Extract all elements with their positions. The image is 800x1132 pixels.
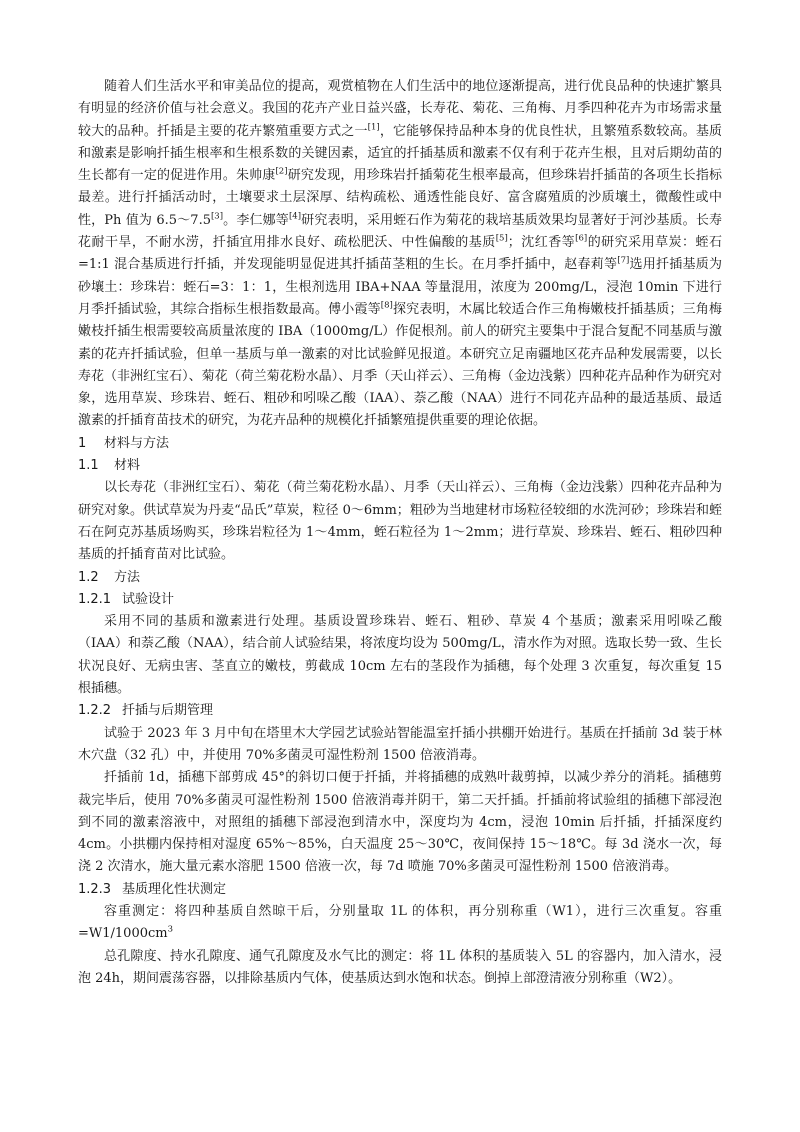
section-heading-1-2-1 [78,589,722,611]
intro-paragraph [78,76,722,433]
design-paragraph: 采用不同的基质和激素进行处理。基质设置珍珠岩、蛭石、粗砂、草炭 4 个基质；激素采用吲哚乙酸（IAA）和萘乙酸（NAA），结合前人试验结果，将浓度均设为 500mg/L，清水作为对照。选取长势一致、生长状况良好、无病虫害、茎直立的嫩枝，剪截成 10cm 左右的茎段作为插穗，每个处理 3 次重复，每次重复 15 根插穗。 [78,614,722,697]
text-span: 研究发现，用珍珠岩扦插菊花生根率最高，但珍珠岩扦插苗的各项生长指标最差。进行扦插活动时，土壤要求土层深厚、结构疏松、通透性能良好、富含腐殖质的沙质壤土，微酸性或中性，Ph 值为 6.5～7.5 [78,168,722,228]
section-title: 试验设计 [122,591,175,607]
section-heading-1-2-2 [78,700,722,722]
text-span: 随着人们生活水平和审美品位的提高，观赏植物在人们生活中的地位逐渐提高，进行优良品种的快速扩繁具有明显的经济价值与社会意义。我国的花卉产业日益兴盛，长寿花、菊花、三角梅、月季四种花卉为市场需求量较大的品种。扦插是主要的花卉繁殖重要方式之一 [78,79,722,139]
superscript: 3 [167,924,174,935]
formula: =W1/1000cm [78,926,168,942]
section-number: 1.2.2 [78,703,112,719]
paper-body [78,76,722,990]
text-span: ；沈红香等 [507,235,576,251]
citation: [5] [495,233,508,244]
citation: [6] [575,233,588,244]
citation: [8] [380,300,393,311]
section-heading-1 [78,433,722,455]
cutting-paragraph-1: 试验于 2023 年 3 月中旬在塔里木大学园艺试验站智能温室扦插小拱棚开始进行。基质在扦插前 3d 装于林木穴盘（32 孔）中，并使用 70%多菌灵可湿性粉剂 1500 倍液消毒。 [78,725,722,763]
porosity-paragraph: 总孔隙度、持水孔隙度、通气孔隙度及水气比的测定：将 1L 体积的基质装入 5L 的容器内，加入清水，浸泡 24h，期间震荡容器，以排除基质内气体，使基质达到水饱和状态。倒掉上部澄清液分别称重（W2）。 [78,948,722,986]
section-number: 1.2 [78,569,99,585]
citation: [4] [288,211,302,222]
cutting-paragraph-2: 扦插前 1d，插穗下部剪成 45°的斜切口便于扦插，并将插穗的成熟叶裁剪掉，以减少养分的消耗。插穗剪裁完毕后，使用 70%多菌灵可湿性粉剂 1500 倍液消毒并阴干，第二天扦插。扦插前将试验组的插穗下部浸泡到不同的激素溶液中，对照组的插穗下部浸泡到清水中，深度均为 4cm，浸泡 10min 后扦插，扦插深度约 4cm。小拱棚内保持相对湿度 65%～85%，白天温度 25～30℃，夜间保持 15～18℃。每 3d 浇水一次，每浇 2 次清水，施大量元素水溶肥 1500 倍液一次，每 7d 喷施 70%多菌灵可湿性粉剂 1500 倍液消毒。 [78,770,722,875]
text-span: 探究表明，木属比较适合作三角梅嫩枝扦插基质；三角梅嫩枝扦插生根需要较高质量浓度的 IBA（1000mg/L）作促根剂。前人的研究主要集中于混合复配不同基质与激素的花卉扦插试验，但单一基质与单一激素的对比试验鲜见报道。本研究立足南疆地区花卉品种发展需要，以长寿花（非洲红宝石）、菊花（荷兰菊花粉水晶）、月季（天山祥云）、三角梅（金边浅紫）四种花卉品种作为研究对象，选用草炭、珍珠岩、蛭石、粗砂和吲哚乙酸（IAA）、萘乙酸（NAA）进行不同花卉品种的最适基质、最适激素的扦插育苗技术的研究，为花卉品种的规模化扦插繁殖提供重要的理论依据。 [78,301,722,429]
section-title: 基质理化性状测定 [122,881,227,897]
section-title: 方法 [114,569,141,585]
citation: [3] [210,211,224,222]
section-number: 1.1 [78,458,99,474]
text-span: ，它能够保持品种本身的优良性状，且繁殖系数较高。基质和激素是影响扦插生根率和生根系数的关键因素，适宜的扦插基质和激素不仅有利于花卉生根，且对后期幼苗的生长都有一定的促进作用。朱帅康 [78,123,722,184]
materials-paragraph: 以长寿花（非洲红宝石）、菊花（荷兰菊花粉水晶）、月季（天山祥云）、三角梅（金边浅紫）四种花卉品种为研究对象。供试草炭为丹麦“品氏”草炭，粒径 0～6mm；粗砂为当地建材市场粒径较细的水洗河砂；珍珠岩和蛭石在阿克苏基质场购买，珍珠岩粒径为 1～4mm，蛭石粒径为 1～2mm；进行草炭、珍珠岩、蛭石、粗砂四种基质的扦插育苗对比试验。 [78,480,722,563]
text-span: 的研究采用草炭：蛭石=1:1 混合基质进行扦插，并发现能明显促进其扦插苗茎粗的生长。在月季扦插中，赵春莉等 [78,235,722,273]
text-span: 选用扦插基质为砂壤土：珍珠岩：蛭石=3：1：1，生根剂选用 IBA+NAA 等量混用，浓度为 200mg/L，浸泡 10min 下进行月季扦插试验，其综合指标生根指数最高。傅小霞等 [78,257,722,317]
section-number: 1.2.3 [78,881,112,897]
section-heading-1-2 [78,567,722,589]
section-number: 1.2.1 [78,591,112,607]
citation: [7] [617,256,630,267]
section-heading-1-1 [78,455,722,477]
section-number: 1 [78,435,87,451]
text-span: 容重测定：将四种基质自然晾干后，分别量取 1L 的体积，再分别称重（W1），进行三次重复。容重 [104,903,722,919]
bulk-density-paragraph [78,901,722,946]
section-title: 扦插与后期管理 [122,703,214,719]
section-title: 材料与方法 [104,435,170,451]
text-span: 研究表明，采用蛭石作为菊花的栽培基质效果均显著好于河沙基质。长寿花耐干旱，不耐水涝，扦插宜用排水良好、疏松肥沃、中性偏酸的基质 [78,212,722,251]
section-title: 材料 [114,458,141,474]
citation: [1] [367,122,380,133]
citation: [2] [275,166,288,177]
section-heading-1-2-3 [78,879,722,901]
text-span: 。李仁娜等 [223,212,289,228]
